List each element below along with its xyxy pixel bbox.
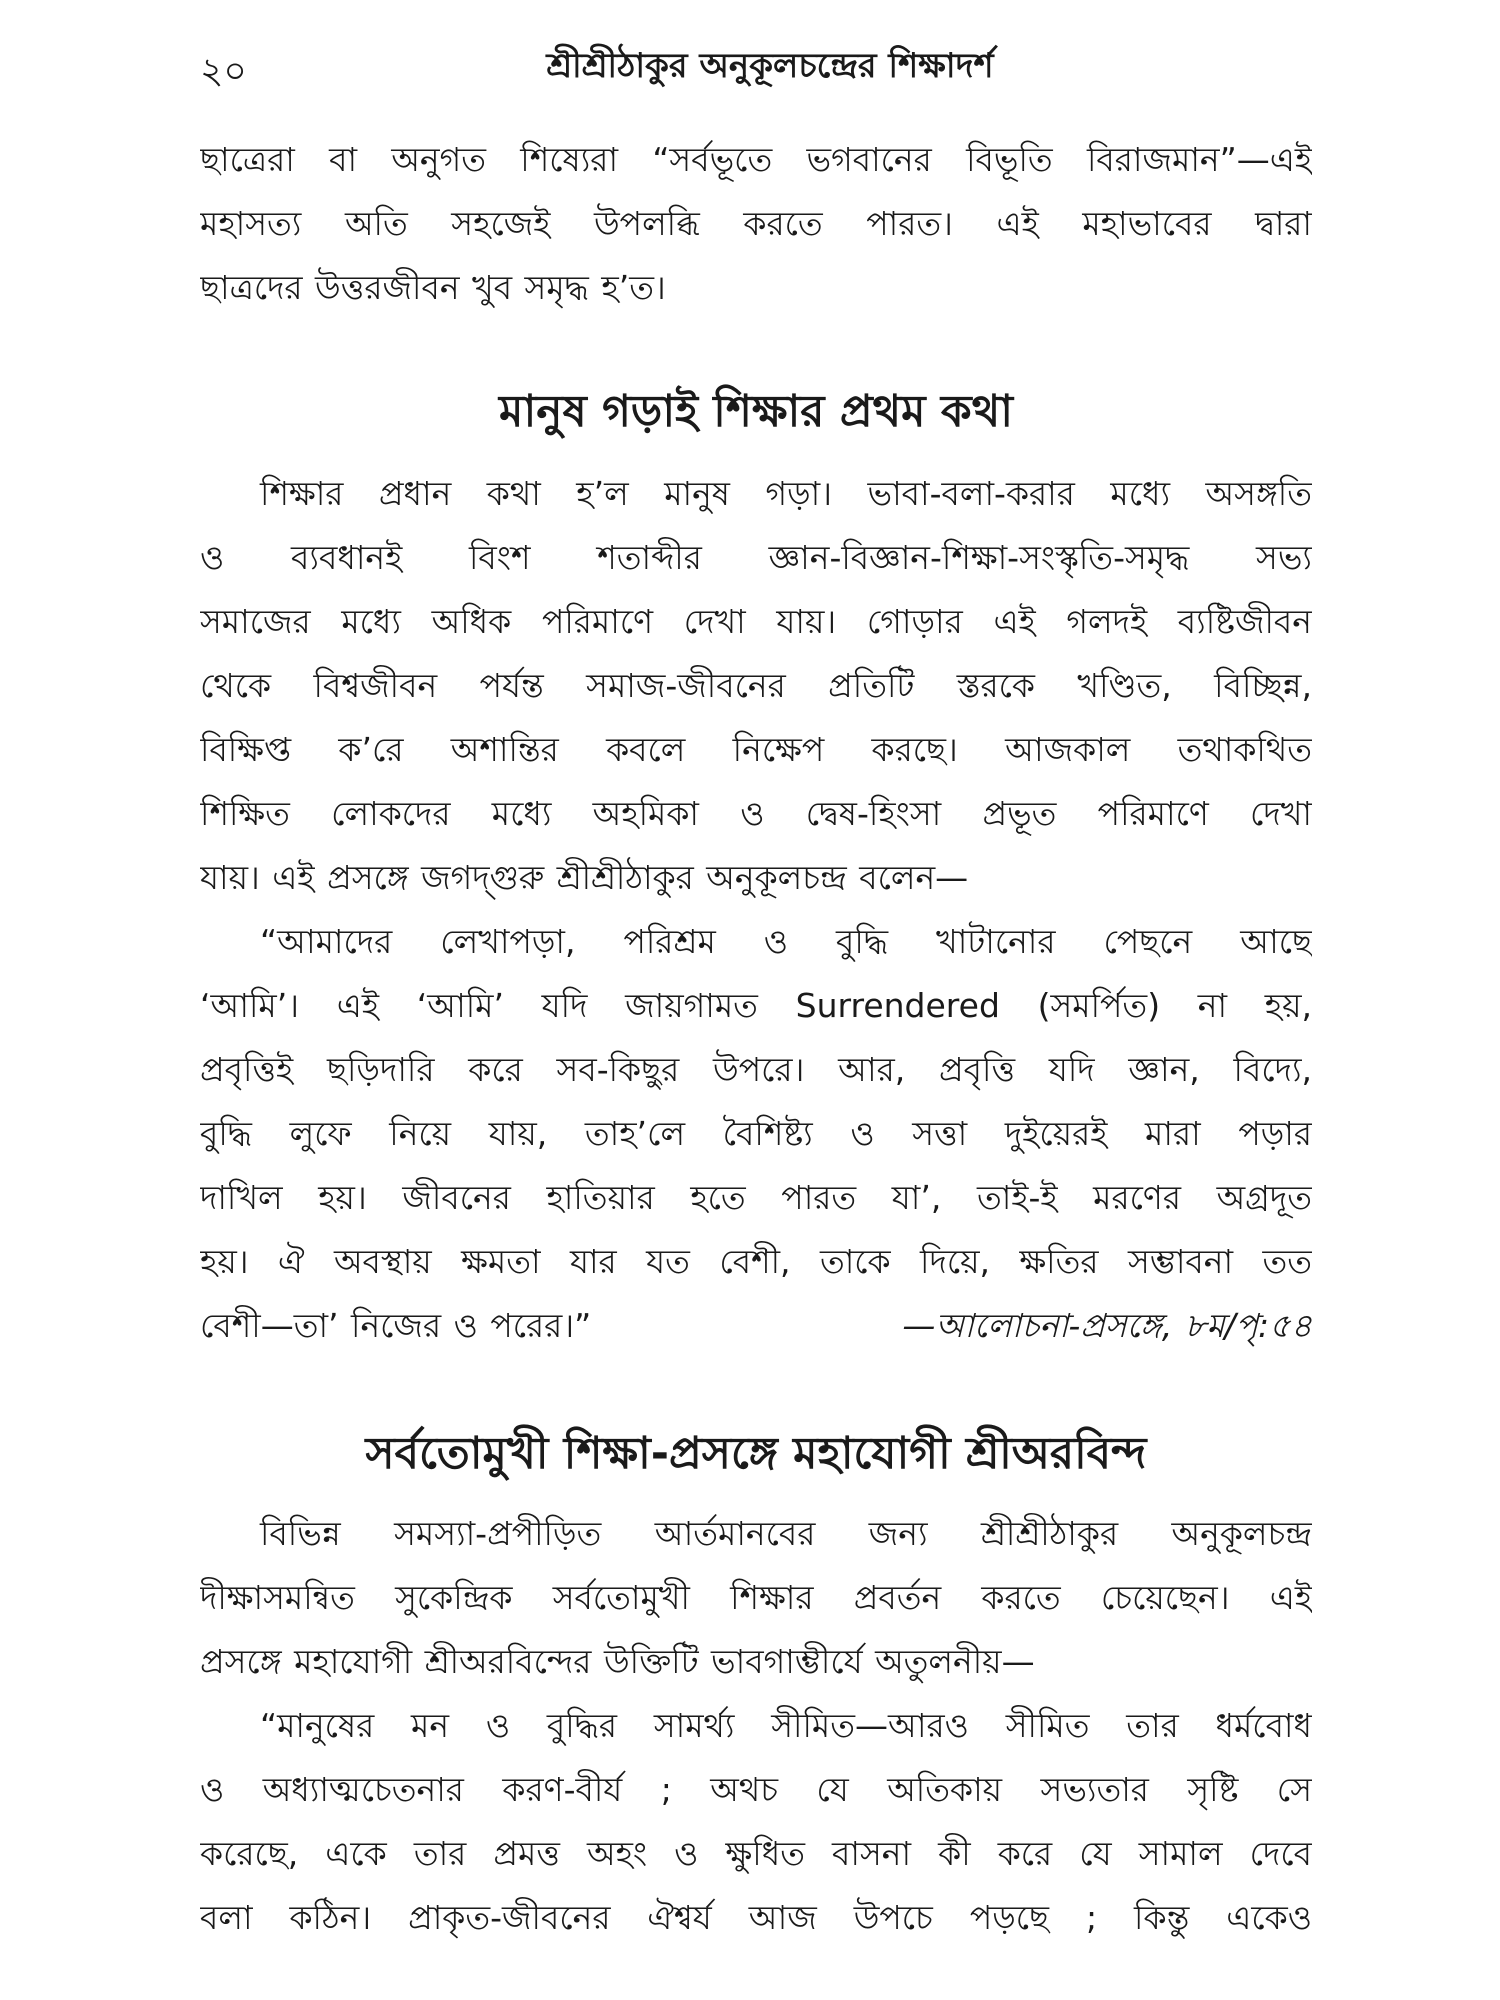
text-line: দাখিল হয়। জীবনের হাতিয়ার হতে পারত যা’, তাই-ই মরণের অগ্রদূত bbox=[200, 1178, 1312, 1217]
text-line: প্রসঙ্গে মহাযোগী শ্রীঅরবিন্দের উক্তিটি ভাবগাম্ভীর্যে অতুলনীয়— bbox=[200, 1642, 1035, 1681]
text-line: থেকে বিশ্বজীবন পর্যন্ত সমাজ-জীবনের প্রতিটি স্তরকে খণ্ডিত, বিচ্ছিন্ন, bbox=[200, 666, 1312, 705]
text-line: বুদ্ধি লুফে নিয়ে যায়, তাহ’লে বৈশিষ্ট্য ও সত্তা দুইয়েরই মারা পড়ার bbox=[200, 1114, 1312, 1153]
text-line: শিক্ষার প্রধান কথা হ’ল মানুষ গড়া। ভাবা-বলা-করার মধ্যে অসঙ্গতি bbox=[260, 474, 1312, 513]
text-line: ‘আমি’। এই ‘আমি’ যদি জায়গামত Surrendered (সমর্পিত) না হয়, bbox=[200, 986, 1312, 1025]
text-line: মহাসত্য অতি সহজেই উপলব্ধি করতে পারত। এই মহাভাবের দ্বারা bbox=[200, 204, 1312, 243]
text-line: প্রবৃত্তিই ছড়িদারি করে সব-কিছুর উপরে। আর, প্রবৃত্তি যদি জ্ঞান, বিদ্যে, bbox=[200, 1050, 1312, 1089]
citation: —আলোচনা-প্রসঙ্গে, ৮ম/পৃ:৫৪ bbox=[902, 1306, 1312, 1345]
text-line: বিভিন্ন সমস্যা-প্রপীড়িত আর্তমানবের জন্য শ্রীশ্রীঠাকুর অনুকূলচন্দ্র bbox=[260, 1514, 1312, 1553]
quote-1 bbox=[200, 910, 1312, 1358]
quote-closing-row bbox=[200, 1294, 1312, 1358]
text-line: “মানুষের মন ও বুদ্ধির সামর্থ্য সীমিত—আরও সীমিত তার ধর্মবোধ bbox=[260, 1706, 1312, 1745]
text-line: ও অধ্যাত্মচেতনার করণ-বীর্য ; অথচ যে অতিকায় সভ্যতার সৃষ্টি সে bbox=[200, 1770, 1312, 1809]
text-line: শিক্ষিত লোকদের মধ্যে অহমিকা ও দ্বেষ-হিংসা প্রভূত পরিমাণে দেখা bbox=[200, 794, 1312, 833]
running-title: শ্রীশ্রীঠাকুর অনুকূলচন্দ্রের শিক্ষাদর্শ bbox=[546, 46, 994, 86]
text-line: বেশী—তা’ নিজের ও পরের।” bbox=[200, 1306, 592, 1345]
paragraph-3 bbox=[200, 1502, 1312, 1694]
paragraph-2 bbox=[200, 462, 1312, 910]
quote-2 bbox=[200, 1694, 1312, 1950]
section-heading-1: মানুষ গড়াই শিক্ষার প্রথম কথা bbox=[499, 386, 1013, 437]
text-line: ছাত্রদের উত্তরজীবন খুব সমৃদ্ধ হ’ত। bbox=[200, 268, 666, 307]
section-heading-2: সর্বতোমুখী শিক্ষা-প্রসঙ্গে মহাযোগী শ্রীঅরবিন্দ bbox=[365, 1428, 1147, 1479]
text-line: ও ব্যবধানই বিংশ শতাব্দীর জ্ঞান-বিজ্ঞান-শিক্ষা-সংস্কৃতি-সমৃদ্ধ সভ্য bbox=[200, 538, 1312, 577]
text-line: যায়। এই প্রসঙ্গে জগদ্‌গুরু শ্রীশ্রীঠাকুর অনুকূলচন্দ্র বলেন— bbox=[200, 858, 969, 897]
text-line: ছাত্রেরা বা অনুগত শিষ্যেরা “সর্বভূতে ভগবানের বিভূতি বিরাজমান”—এই bbox=[200, 140, 1312, 179]
page-number: ২০ bbox=[200, 51, 247, 92]
page-header bbox=[200, 36, 1340, 106]
text-line: দীক্ষাসমন্বিত সুকেন্দ্রিক সর্বতোমুখী শিক্ষার প্রবর্তন করতে চেয়েছেন। এই bbox=[200, 1578, 1312, 1617]
text-line: বলা কঠিন। প্রাকৃত-জীবনের ঐশ্বর্য আজ উপচে পড়ছে ; কিন্তু একেও bbox=[200, 1898, 1312, 1937]
text-line: হয়। ঐ অবস্থায় ক্ষমতা যার যত বেশী, তাকে দিয়ে, ক্ষতির সম্ভাবনা তত bbox=[200, 1242, 1312, 1281]
text-line: করেছে, একে তার প্রমত্ত অহং ও ক্ষুধিত বাসনা কী করে যে সামাল দেবে bbox=[200, 1834, 1312, 1873]
text-line: “আমাদের লেখাপড়া, পরিশ্রম ও বুদ্ধি খাটানোর পেছনে আছে bbox=[260, 922, 1312, 961]
text-line: বিক্ষিপ্ত ক’রে অশান্তির কবলে নিক্ষেপ করছে। আজকাল তথাকথিত bbox=[200, 730, 1312, 769]
text-line: সমাজের মধ্যে অধিক পরিমাণে দেখা যায়। গোড়ার এই গলদই ব্যষ্টিজীবন bbox=[200, 602, 1312, 641]
paragraph-1 bbox=[200, 128, 1312, 320]
